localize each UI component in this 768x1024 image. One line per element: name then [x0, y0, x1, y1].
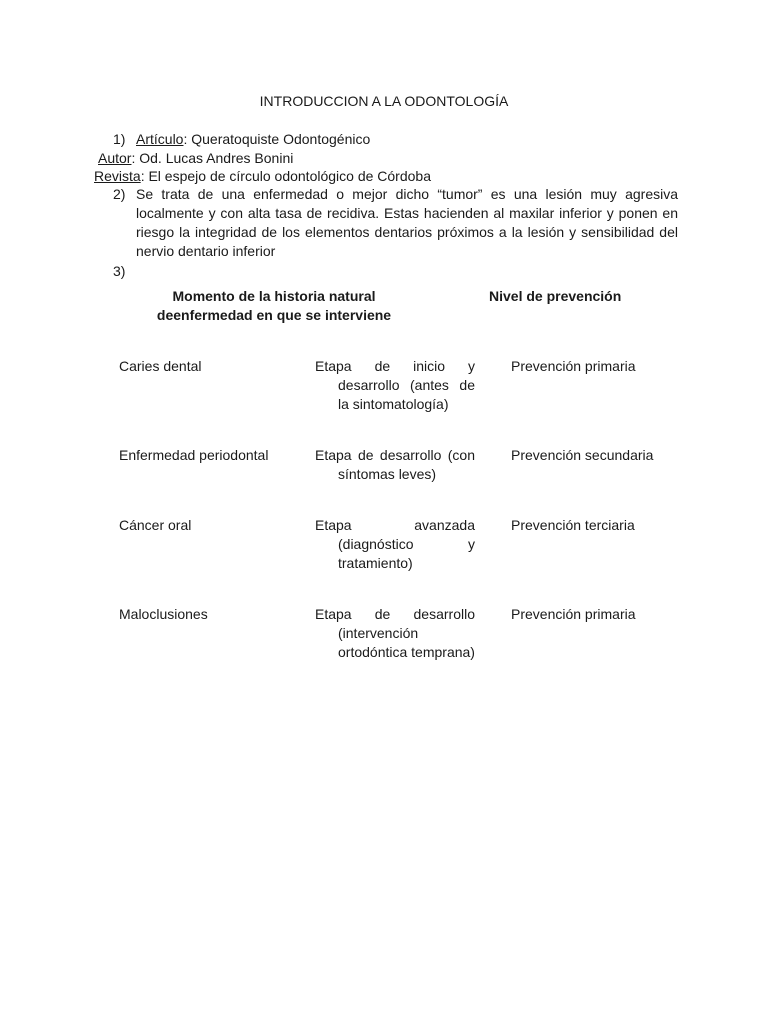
article-value: : Queratoquiste Odontogénico: [183, 131, 371, 147]
table-row-4-stage-rest: (intervención ortodóntica temprana): [338, 625, 475, 660]
table-row-3-disease: Cáncer oral: [119, 517, 192, 533]
table-row-4-stage: [315, 605, 475, 662]
author-line: [98, 149, 293, 168]
item-number-2: 2): [113, 186, 126, 202]
table-row-4-stage-first: Etapa de desarrollo: [315, 606, 475, 622]
journal-label: Revista: [94, 168, 141, 184]
table-row-3-level: Prevención terciaria: [511, 517, 635, 533]
item-number-1: 1): [113, 131, 126, 147]
table-header-level: Nivel de prevención: [489, 288, 622, 304]
table-row-1-stage-rest: desarrollo (antes de la sintomatología): [338, 377, 475, 412]
document-title: INTRODUCCION A LA ODONTOLOGÍA: [259, 93, 509, 109]
author-label: Autor: [98, 150, 132, 166]
table-row-2-stage-first: Etapa de desarrollo (con: [315, 447, 475, 463]
article-label: Artículo: [136, 131, 184, 147]
table-row-3-stage-first: Etapa avanzada: [315, 517, 475, 533]
journal-line: [94, 167, 431, 186]
author-value: : Od. Lucas Andres Bonini: [131, 150, 294, 166]
table-row-2-stage-rest: síntomas leves): [338, 466, 437, 482]
table-row-3-stage: [315, 516, 475, 573]
table-row-4-level: Prevención primaria: [511, 606, 636, 622]
table-header-moment: Momento de la historia natural deenfermedad en que se interviene: [156, 288, 392, 323]
table-row-3-stage-rest: (diagnóstico y tratamiento): [338, 536, 475, 571]
table-row-2-stage: [315, 446, 475, 484]
item-number-3: 3): [113, 263, 126, 279]
table-row-4-disease: Maloclusiones: [119, 606, 208, 622]
table-row-1-disease: Caries dental: [119, 358, 202, 374]
item-2-paragraph: Se trata de una enfermedad o mejor dicho “tumor” es una lesión muy agresiva localmente y con alta tasa de recidiva. Estas hacienden al maxilar inferior y ponen en riesgo la integridad de los elementos dentarios próximos a la lesión y sensibilidad del nervio dentario inferior: [136, 186, 678, 259]
table-row-1-level: Prevención primaria: [511, 358, 636, 374]
table-row-2-level: Prevención secundaria: [511, 447, 654, 463]
table-row-2-disease: Enfermedad periodontal: [119, 447, 269, 463]
article-line: [136, 130, 370, 149]
table-row-1-stage-first: Etapa de inicio y: [315, 358, 475, 374]
journal-value: : El espejo de círculo odontológico de Córdoba: [140, 168, 431, 184]
table-row-1-stage: [315, 357, 475, 414]
